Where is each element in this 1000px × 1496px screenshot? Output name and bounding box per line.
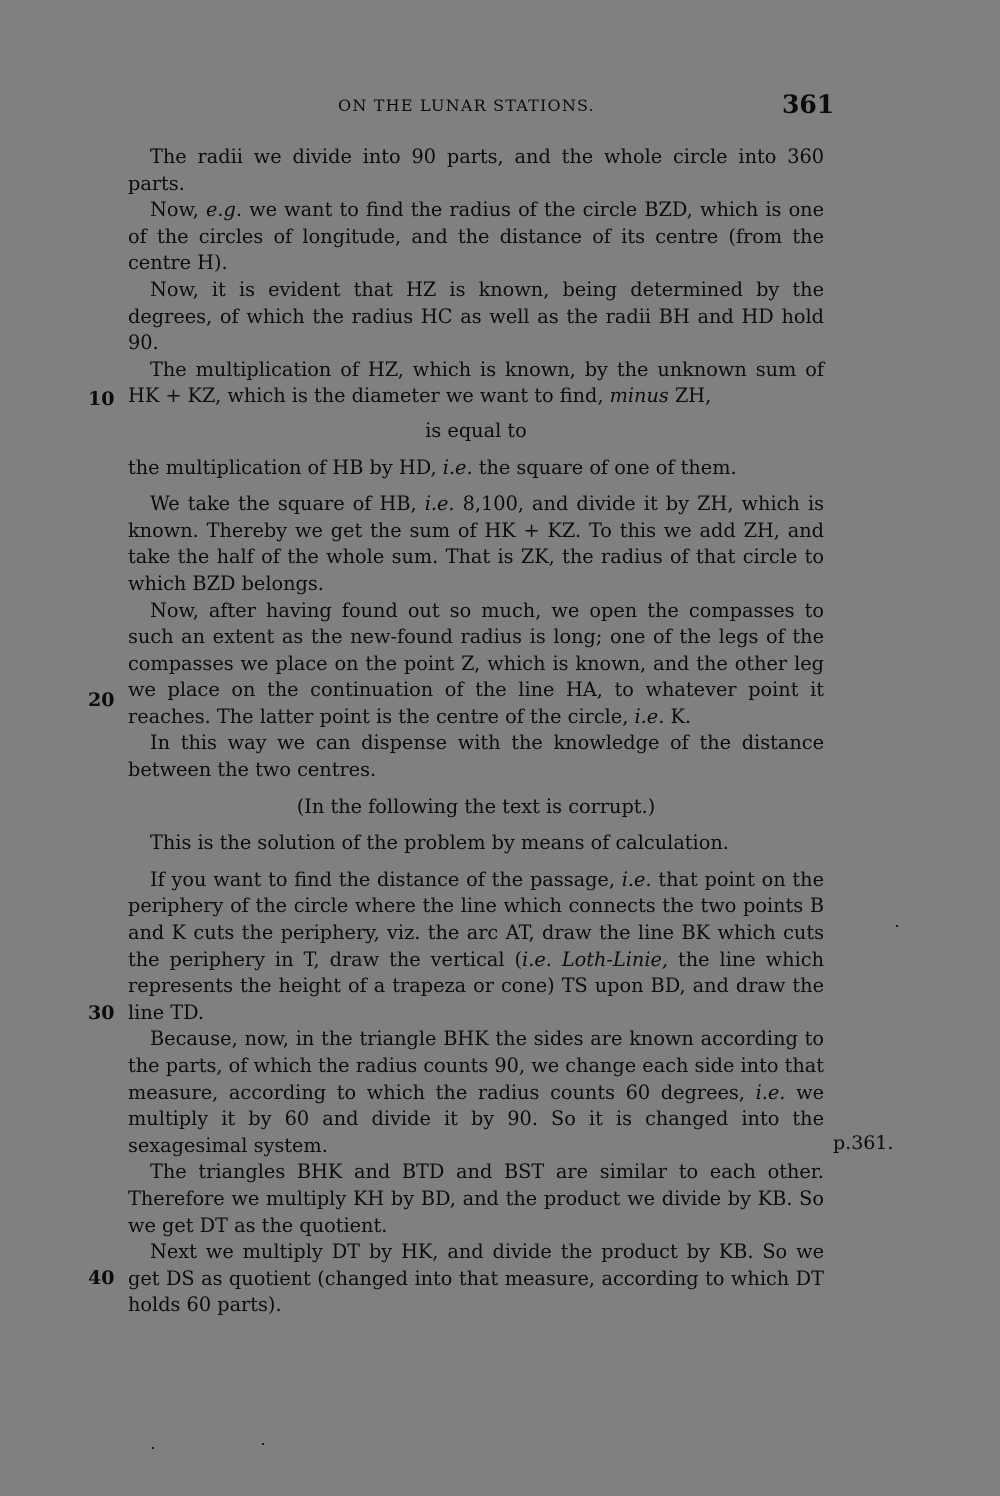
editorial-note: (In the following the text is corrupt.) — [296, 794, 656, 818]
paragraph: Next we multiply DT by HK, and divide the product by KB. So we get DS as quotient (changed into that measure, according to which DT holds 60 parts). — [128, 1240, 824, 1317]
paragraph: We take the square of HB, i.e. 8,100, and divide it by ZH, which is known. Thereby we get the sum of HK + KZ. To this we add ZH, and take the half of the whole sum. That is ZK, the radius of that circle to which BZD belongs. — [128, 492, 824, 595]
line-number-30: 30 — [88, 1002, 115, 1024]
paragraph: Now, e.g. we want to find the radius of the circle BZD, which is one of the circles of longitude, and the distance of its centre (from the centre H). — [128, 198, 825, 275]
paper-speck — [152, 1447, 154, 1449]
running-head: ON THE LUNAR STATIONS. — [338, 96, 595, 115]
paragraph: In this way we can dispense with the knowledge of the distance between the two centres. — [128, 731, 824, 782]
paragraph: If you want to find the distance of the passage, i.e. that point on the periphery of the circle where the line which connects the two points B and K cuts the periphery, viz. the arc AT, draw the line BK which cuts the periphery in T, draw the vertical (i.e. Loth-Linie, the line which represents the height of a trapeza or cone) TS upon BD, and draw the line TD. — [128, 867, 824, 1024]
paragraph: the multiplication of HB by HD, i.e. the square of one of them. — [128, 455, 737, 479]
line-number-40: 40 — [88, 1267, 115, 1289]
paragraph: The multiplication of HZ, which is known, by the unknown sum of HK + KZ, which is the diameter we want to find, minus ZH, — [128, 357, 824, 408]
body-text — [128, 144, 824, 1319]
equation-connector: is equal to — [425, 418, 527, 442]
paragraph: Now, after having found out so much, we open the compasses to such an extent as the new-found radius is long; one of the legs of the compasses we place on the point Z, which is known, and the other leg we place on the continuation of the line HA, to whatever point it reaches. The latter point is the centre of the circle, i.e. K. — [128, 598, 824, 728]
paragraph: Because, now, in the triangle BHK the sides are known according to the parts, of which the radius counts 90, we change each side into that measure, according to which the radius counts 60 degrees, i.e. we multiply it by 60 and divide it by 90. So it is changed into the sexagesimal system. — [128, 1027, 824, 1157]
page-reference: p.361. — [833, 1132, 894, 1154]
paragraph: The radii we divide into 90 parts, and the whole circle into 360 parts. — [128, 145, 824, 195]
paragraph: Now, it is evident that HZ is known, being determined by the degrees, of which the radius HC as well as the radii BH and HD hold 90. — [128, 277, 824, 355]
paragraph: This is the solution of the problem by means of calculation. — [150, 831, 729, 855]
paragraph: The triangles BHK and BTD and BST are similar to each other. Therefore we multiply KH by BD, and the product we divide by KB. So we get DT as the quotient. — [128, 1160, 824, 1237]
paper-speck — [262, 1443, 264, 1445]
page-number: 361 — [782, 90, 835, 119]
line-number-20: 20 — [88, 689, 115, 711]
line-number-10: 10 — [88, 388, 115, 410]
paper-speck — [896, 925, 898, 927]
